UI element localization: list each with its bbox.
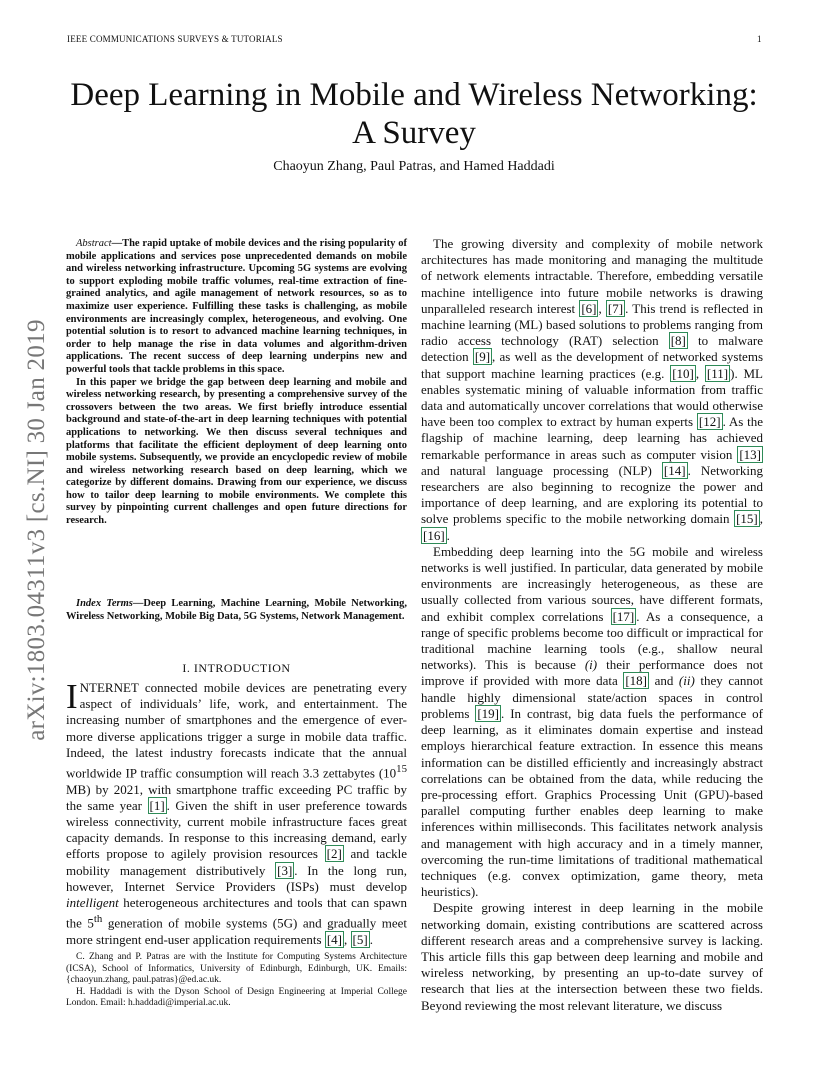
dropcap: I: [66, 677, 78, 716]
abstract: [66, 238, 407, 528]
citation-link[interactable]: [1]: [149, 797, 165, 813]
paper-title: [0, 76, 828, 152]
citation-link[interactable]: [18]: [625, 673, 648, 689]
citation-link[interactable]: [4]: [326, 931, 343, 947]
citation-link[interactable]: [16]: [423, 527, 445, 543]
citation-link[interactable]: [12]: [698, 414, 721, 430]
journal-header: IEEE COMMUNICATIONS SURVEYS & TUTORIALS: [67, 34, 283, 44]
footnote-2: H. Haddadi is with the Dyson School of Design Engineering at Imperial College London. Email: h.haddadi@imperial.ac.uk.: [66, 986, 407, 1009]
citation-link[interactable]: [14]: [663, 462, 686, 478]
page-number: 1: [757, 34, 762, 44]
citation-link[interactable]: [13]: [739, 446, 761, 462]
intro-paragraph: INTERNET connected mobile devices are penetrating every aspect of individuals’ life, work, and entertainment. The increasing number of smartphones and the emergence of ever-more diverse applications trigger a surge in mobile data traffic. Indeed, the latest industry forecasts indicate that the annual worldwide IP traffic consumption will reach 3.3 zettabytes ($10^{15}$ MB) by 2021, with smartphone traffic exceeding PC traffic by the same year [1] . Given the shift in user preference towards wireless connectivity, current mobile infrastructure faces great capacity demands. In response to this increasing demand, early efforts propose to agilely provision resources [2] and tackle mobility management distributively [3] . In the long run, however, Internet Service Providers (ISPs) must develop intelligent heterogeneous architectures and tools that can spawn the 5th generation of mobile systems (5G) and gradually meet more stringent end-user application requirements [4] , [5] .: [66, 677, 408, 947]
abstract-text-1: —The rapid uptake of mobile devices and the rising popularity of mobile applications and services pose unprecedented demands on mobile and wireless networking infrastructure. Upcoming 5G systems are evolving to support exploding mobile traffic volumes, real-time extraction of fine-grained analytics, and agile management of network resources, so as to maximize user experience. Fulfilling these tasks is challenging, as mobile environments are increasingly complex, heterogeneous, and evolving. One potential solution is to resort to advanced machine learning techniques, in order to help manage the rise in data volumes and algorithm-driven applications. The recent success of deep learning underpins new and powerful tools that tackle problems in this space.: [66, 238, 407, 375]
abstract-label: Abstract: [76, 238, 112, 249]
citation-link[interactable]: [15]: [736, 511, 758, 527]
arxiv-stamp-text: arXiv:1803.04311v3 [cs.NI] 30 Jan 2019: [23, 319, 50, 741]
citation-link[interactable]: [5]: [352, 931, 368, 947]
citation-link[interactable]: [19]: [477, 705, 500, 721]
citation-link[interactable]: [3]: [277, 862, 293, 878]
citation-link[interactable]: [2]: [326, 846, 342, 862]
right-column: [421, 236, 763, 1014]
footnotes: [66, 952, 407, 1010]
citation-link[interactable]: [17]: [612, 608, 635, 624]
right-paragraph-1: The growing diversity and complexity of mobile network architectures has made monitoring and managing the multitude of network elements intractable. Therefore, embedding versatile machine intelligence into future mobile networks is drawing unparalleled research interest [6] , [7] . This trend is reflected in machine learning (ML) based solutions to problems ranging from radio access technology (RAT) selection [8] to malware detection [9] , as well as the development of networked systems that support machine learning practices (e.g. [10] , [11] ). ML enables systematic mining of valuable information from traffic data and automatically uncover correlations that would otherwise have been too complex to extract by human experts [12] . As the flagship of machine learning, deep learning has achieved remarkable performance in areas such as computer vision [13] and natural language processing (NLP) [14] . Networking researchers are also beginning to recognize the power and importance of deep learning, and are exploring its potential to solve problems specific to the mobile networking domain [15] , [16] .: [421, 236, 763, 543]
citation-link[interactable]: [6]: [581, 300, 597, 316]
abstract-p1: [66, 238, 407, 377]
title-line-2: A Survey: [352, 115, 476, 151]
right-paragraph-2: Embedding deep learning into the 5G mobile and wireless networks is well justified. In particular, data generated by mobile environments are increasingly heterogeneous, as these are usually collected from various sources, have different formats, and exhibit complex correlations [17] . As a consequence, a range of specific problems become too difficult or impractical for traditional machine learning tools (e.g., shallow neural networks). This is because (i) their performance does not improve if provided with more data [18] and (ii) they cannot handle highly dimensional state/action spaces in control problems [19] . In contrast, big data fuels the performance of deep learning, as it eliminates domain expertise and instead employs hierarchical feature extraction. In essence this means information can be distilled efficiently and increasingly abstract correlations can be obtained from the data, while reducing the pre-processing effort. Graphics Processing Unit (GPU)-based parallel computing further enables deep learning to make inferences within milliseconds. This facilitates network analysis and management with high accuracy and in a timely manner, overcoming the run-time limitations of traditional mathematical techniques (e.g. convex optimization, game theory, meta heuristics).: [421, 543, 764, 900]
index-terms-text: —Deep Learning, Machine Learning, Mobile Networking, Wireless Networking, Mobile Big Data, 5G Systems, Network Management.: [66, 598, 407, 622]
title-line-1: Deep Learning in Mobile and Wireless Networking:: [70, 77, 758, 113]
section-title-introduction: I. INTRODUCTION: [182, 661, 291, 675]
author-list: Chaoyun Zhang, Paul Patras, and Hamed Haddadi: [273, 159, 555, 174]
citation-link[interactable]: [10]: [672, 365, 694, 381]
right-paragraph-3: Despite growing interest in deep learning in the mobile networking domain, existing contributions are scattered across different research areas and a comprehensive survey is lacking. This article fills this gap between deep learning and mobile and wireless networking, by presenting an up-to-date survey of research that lies at the intersection between these two fields. Beyond reviewing the most relevant literature, we discuss: [421, 900, 763, 1013]
arxiv-stamp[interactable]: [24, 300, 50, 760]
citation-link[interactable]: [7]: [607, 300, 624, 316]
citation-link[interactable]: [11]: [706, 365, 729, 381]
index-terms: [66, 598, 407, 623]
footnote-1: C. Zhang and P. Patras are with the Institute for Computing Systems Architecture (ICSA), School of Informatics, University of Edinburgh, Edinburgh, UK. Emails: {chaoyun.zhang, paul.patras}@ed.ac.uk.: [66, 952, 407, 986]
citation-link[interactable]: [9]: [474, 349, 491, 365]
citation-link[interactable]: [8]: [670, 333, 686, 349]
index-terms-label: Index Terms: [76, 598, 133, 609]
abstract-p2: In this paper we bridge the gap between deep learning and mobile and wireless networking research, by presenting a comprehensive survey of the crossovers between the two areas. We first briefly introduce essential background and state-of-the-art in deep learning techniques with potential applications to networking. We then discuss several techniques and platforms that facilitate the efficient deployment of deep learning onto mobile systems. Subsequently, we provide an encyclopedic review of mobile and wireless networking research based on deep learning, which we categorize by different domains. Drawing from our experience, we discuss how to tailor deep learning to mobile environments. We complete this survey by pinpointing current challenges and open future directions for research.: [66, 376, 407, 527]
